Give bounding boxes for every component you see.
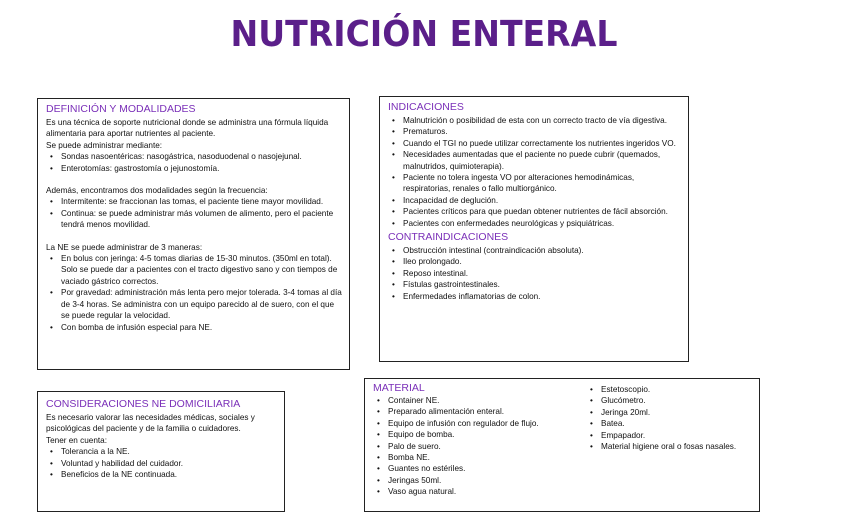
list-item: • Ileo prolongado. bbox=[403, 256, 682, 267]
list-item: • Prematuros. bbox=[403, 126, 682, 137]
list-item: • Pacientes críticos para que puedan obtener nutrientes de fácil absorción. bbox=[403, 206, 682, 217]
definicion-heading: DEFINICIÓN Y MODALIDADES bbox=[46, 103, 196, 115]
maneras-intro: La NE se puede administrar de 3 maneras: bbox=[46, 242, 203, 252]
list-item: • Necesidades aumentadas que el paciente no puede cubrir (quemados, malnutridos, quimioterapia). bbox=[403, 149, 682, 172]
list-item: • Reposo intestinal. bbox=[403, 268, 682, 279]
list-item: • Paciente no tolera ingesta VO por alteraciones hemodinámicas, respiratorias, renales o fallo multiorgánico. bbox=[403, 172, 682, 195]
list-item: • Container NE. bbox=[388, 395, 586, 406]
list-item: • Jeringas 50ml. bbox=[388, 475, 586, 486]
list-item: • Sondas nasoentéricas: nasogástrica, nasoduodenal o nasojejunal. bbox=[61, 151, 343, 162]
material-list-left bbox=[373, 395, 586, 498]
consideraciones-paragraph: Es necesario valorar las necesidades médicas, sociales y psicológicas del paciente y de la familia o cuidadores. bbox=[46, 413, 255, 434]
material-list-right bbox=[586, 384, 736, 498]
list-item: • Jeringa 20ml. bbox=[601, 407, 736, 418]
list-item: • Fístulas gastrointestinales. bbox=[403, 279, 682, 290]
indicaciones-box bbox=[379, 96, 689, 362]
list-item: • Tolerancia a la NE. bbox=[61, 446, 278, 457]
modalidades-intro: Además, encontramos dos modalidades según la frecuencia: bbox=[46, 186, 268, 196]
definicion-intro: Se puede administrar mediante: bbox=[46, 140, 163, 150]
material-heading: MATERIAL bbox=[373, 382, 425, 394]
list-item: • Empapador. bbox=[601, 430, 736, 441]
consideraciones-heading: CONSIDERACIONES NE DOMICILIARIA bbox=[46, 398, 241, 410]
contraindicaciones-list bbox=[388, 245, 682, 302]
list-item: • Glucómetro. bbox=[601, 395, 736, 406]
list-item: • Guantes no estériles. bbox=[388, 463, 586, 474]
administration-list bbox=[46, 151, 343, 174]
list-item: • Malnutrición o posibilidad de esta con un correcto tracto de vía digestiva. bbox=[403, 115, 682, 126]
material-box bbox=[364, 378, 760, 512]
consideraciones-list bbox=[46, 446, 278, 480]
list-item: • Vaso agua natural. bbox=[388, 486, 586, 497]
list-item: • Batea. bbox=[601, 418, 736, 429]
list-item: • Continua: se puede administrar más volumen de alimento, pero el paciente tendrá menos movilidad. bbox=[61, 208, 343, 231]
list-item: • Preparado alimentación enteral. bbox=[388, 406, 586, 417]
page-title: NUTRICIÓN ENTERAL bbox=[230, 14, 618, 55]
list-item: • Incapacidad de deglución. bbox=[403, 195, 682, 206]
definicion-box bbox=[37, 98, 350, 370]
list-item: • Beneficios de la NE continuada. bbox=[61, 469, 278, 480]
maneras-list bbox=[46, 253, 343, 333]
list-item: • Enfermedades inflamatorias de colon. bbox=[403, 291, 682, 302]
consideraciones-intro: Tener en cuenta: bbox=[46, 435, 107, 445]
list-item: • Estetoscopio. bbox=[601, 384, 736, 395]
list-item: • Voluntad y habilidad del cuidador. bbox=[61, 458, 278, 469]
list-item: • Cuando el TGI no puede utilizar correctamente los nutrientes ingeridos VO. bbox=[403, 138, 682, 149]
list-item: • En bolus con jeringa: 4-5 tomas diarias de 15-30 minutos. (350ml en total). Solo se puede dar a pacientes con el tracto digestivo sano y con tiempos de vaciado gástrico correctos. bbox=[61, 253, 343, 287]
indicaciones-heading: INDICACIONES bbox=[388, 101, 464, 113]
consideraciones-box bbox=[37, 391, 285, 512]
list-item: • Material higiene oral o fosas nasales. bbox=[601, 441, 736, 452]
list-item: • Equipo de infusión con regulador de flujo. bbox=[388, 418, 586, 429]
list-item: • Intermitente: se fraccionan las tomas, el paciente tiene mayor movilidad. bbox=[61, 196, 343, 207]
list-item: • Equipo de bomba. bbox=[388, 429, 586, 440]
list-item: • Con bomba de infusión especial para NE. bbox=[61, 322, 343, 333]
modalidades-list bbox=[46, 196, 343, 230]
list-item: • Palo de suero. bbox=[388, 441, 586, 452]
list-item: • Bomba NE. bbox=[388, 452, 586, 463]
list-item: • Obstrucción intestinal (contraindicación absoluta). bbox=[403, 245, 682, 256]
list-item: • Por gravedad: administración más lenta pero mejor tolerada. 3-4 tomas al día de 3-4 horas. Se administra con un equipo parecido al de suero, con el que se puede regular la velocidad. bbox=[61, 287, 343, 321]
indicaciones-list bbox=[388, 115, 682, 229]
list-item: • Enterotomías: gastrostomía o jejunostomía. bbox=[61, 163, 343, 174]
list-item: • Pacientes con enfermedades neurológicas y psiquiátricas. bbox=[403, 218, 682, 229]
definicion-paragraph: Es una técnica de soporte nutricional donde se administra una fórmula líquida alimentaria para aportar nutrientes al paciente. bbox=[46, 118, 329, 139]
contraindicaciones-heading: CONTRAINDICACIONES bbox=[388, 231, 509, 244]
